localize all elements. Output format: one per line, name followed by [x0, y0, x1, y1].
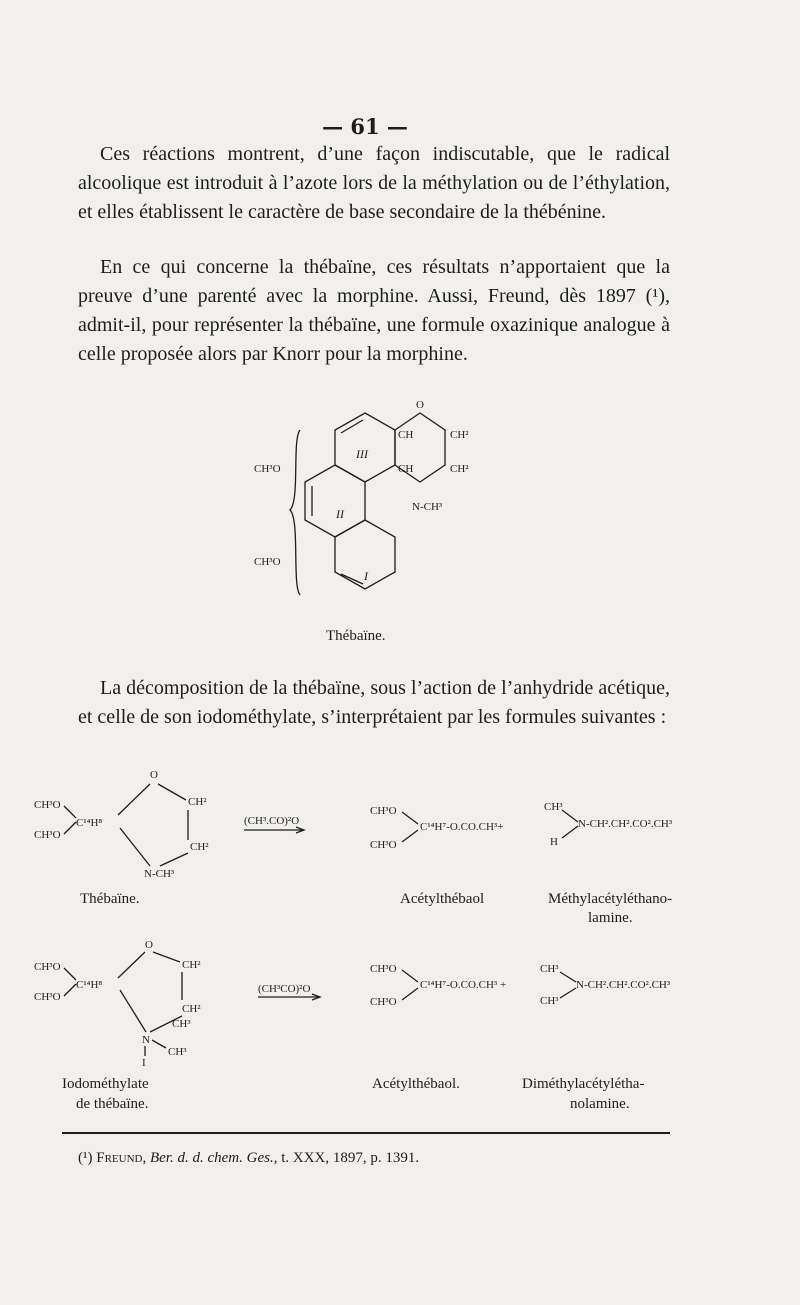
- r1-core: C¹⁴H⁸: [76, 817, 103, 829]
- r1-p1-ch3o-a: CH³O: [370, 805, 397, 817]
- r1-ch2-b: CH²: [190, 841, 209, 853]
- r2-reagent: (CH³CO)²O: [258, 983, 311, 995]
- r2-core: C¹⁴H⁸: [76, 979, 103, 991]
- r1-p2-ch3: CH³: [544, 801, 563, 813]
- r2-p1-formula: C¹⁴H⁷-O.CO.CH³ +: [420, 979, 507, 991]
- label-nch3: N-CH³: [412, 501, 443, 513]
- r2-ch3o-a: CH³O: [34, 961, 61, 973]
- r2-i: I: [142, 1057, 146, 1069]
- r2-p2-ch3-b: CH³: [540, 995, 559, 1007]
- r1-reagent: (CH³.CO)²O: [244, 815, 300, 827]
- label-ch3o-bot: CH³O: [254, 556, 281, 568]
- r2-p1-caption: Acétylthébaol.: [372, 1076, 460, 1092]
- r2-reactant-caption-2: de thébaïne.: [76, 1096, 149, 1112]
- r1-p1-caption: Acétylthébaol: [400, 891, 485, 907]
- r1-p2-caption-1: Méthylacétyléthano-: [548, 891, 673, 907]
- footnote-rule: [62, 1132, 670, 1134]
- footnote-ref: t. XXX, 1897, p. 1391.: [281, 1150, 420, 1166]
- label-ch2-a: CH²: [450, 429, 469, 441]
- r2-ch3o-b: CH³O: [34, 991, 61, 1003]
- r1-o: O: [150, 769, 158, 781]
- r2-ch3-a: CH³: [172, 1018, 191, 1030]
- r1-ch3o-b: CH³O: [34, 829, 61, 841]
- r1-p1-formula: C¹⁴H⁷-O.CO.CH³+: [420, 821, 504, 833]
- caption-thebaine: Thébaïne.: [326, 628, 386, 644]
- r1-p1-ch3o-b: CH³O: [370, 839, 397, 851]
- r2-p2-caption-1: Diméthylacétylétha-: [522, 1076, 645, 1092]
- label-ch2-b: CH²: [450, 463, 469, 475]
- r1-p2-formula: N-CH².CH².CO².CH³: [578, 818, 673, 830]
- label-ring2: II: [336, 507, 344, 521]
- footnote-marker: (¹): [78, 1150, 93, 1166]
- r2-ch2-a: CH²: [182, 959, 201, 971]
- r1-ch2-a: CH²: [188, 796, 207, 808]
- r1-nch3: N-CH³: [144, 868, 175, 880]
- r1-ch3o-a: CH³O: [34, 799, 61, 811]
- page-number: — 61 —: [322, 114, 408, 139]
- paragraph-2-text: En ce qui concerne la thébaïne, ces résultats n’apportaient que la preuve d’une parenté avec la morphine. Aussi, Freund, dès 1897 (¹), admit-il, pour représenter la thébaïne, une formule oxazinique analogue à celle proposée alors par Knorr pour la morphine.: [78, 256, 670, 365]
- footnote: [78, 1150, 678, 1167]
- r2-ch3-b: CH³: [168, 1046, 187, 1058]
- label-ring3: III: [356, 447, 368, 461]
- r1-p2-h: H: [550, 836, 558, 848]
- r2-p1-ch3o-a: CH³O: [370, 963, 397, 975]
- r1-reactant-caption: Thébaïne.: [80, 891, 140, 907]
- r2-o: O: [145, 939, 153, 951]
- r2-p2-formula: N-CH².CH².CO².CH³: [576, 979, 671, 991]
- r2-p2-ch3-a: CH³: [540, 963, 559, 975]
- r2-p2-caption-2: nolamine.: [570, 1096, 630, 1112]
- label-ch-b: CH: [398, 463, 414, 475]
- paragraph-3-text: La décomposition de la thébaïne, sous l’action de l’anhydride acétique, et celle de son iodométhylate, s’interprétaient par les formules suivantes :: [78, 677, 670, 728]
- r1-p2-caption-2: lamine.: [588, 910, 633, 926]
- label-o: O: [416, 399, 424, 411]
- r2-reactant-caption-1: Iodométhylate: [62, 1076, 149, 1092]
- r2-n: N: [142, 1034, 150, 1046]
- footnote-author: Freund,: [96, 1150, 147, 1166]
- r2-ch2-b: CH²: [182, 1003, 201, 1015]
- label-ring1: I: [364, 569, 368, 583]
- r2-p1-ch3o-b: CH³O: [370, 996, 397, 1008]
- label-ch-a: CH: [398, 429, 414, 441]
- paragraph-1-text: Ces réactions montrent, d’une façon indiscutable, que le radical alcoolique est introduit à l’azote lors de la méthylation ou de l’éthylation, et elles établissent le caractère de base secondaire de la thébénine.: [78, 143, 670, 223]
- label-ch3o-top: CH³O: [254, 463, 281, 475]
- footnote-journal: Ber. d. d. chem. Ges.,: [149, 1150, 278, 1166]
